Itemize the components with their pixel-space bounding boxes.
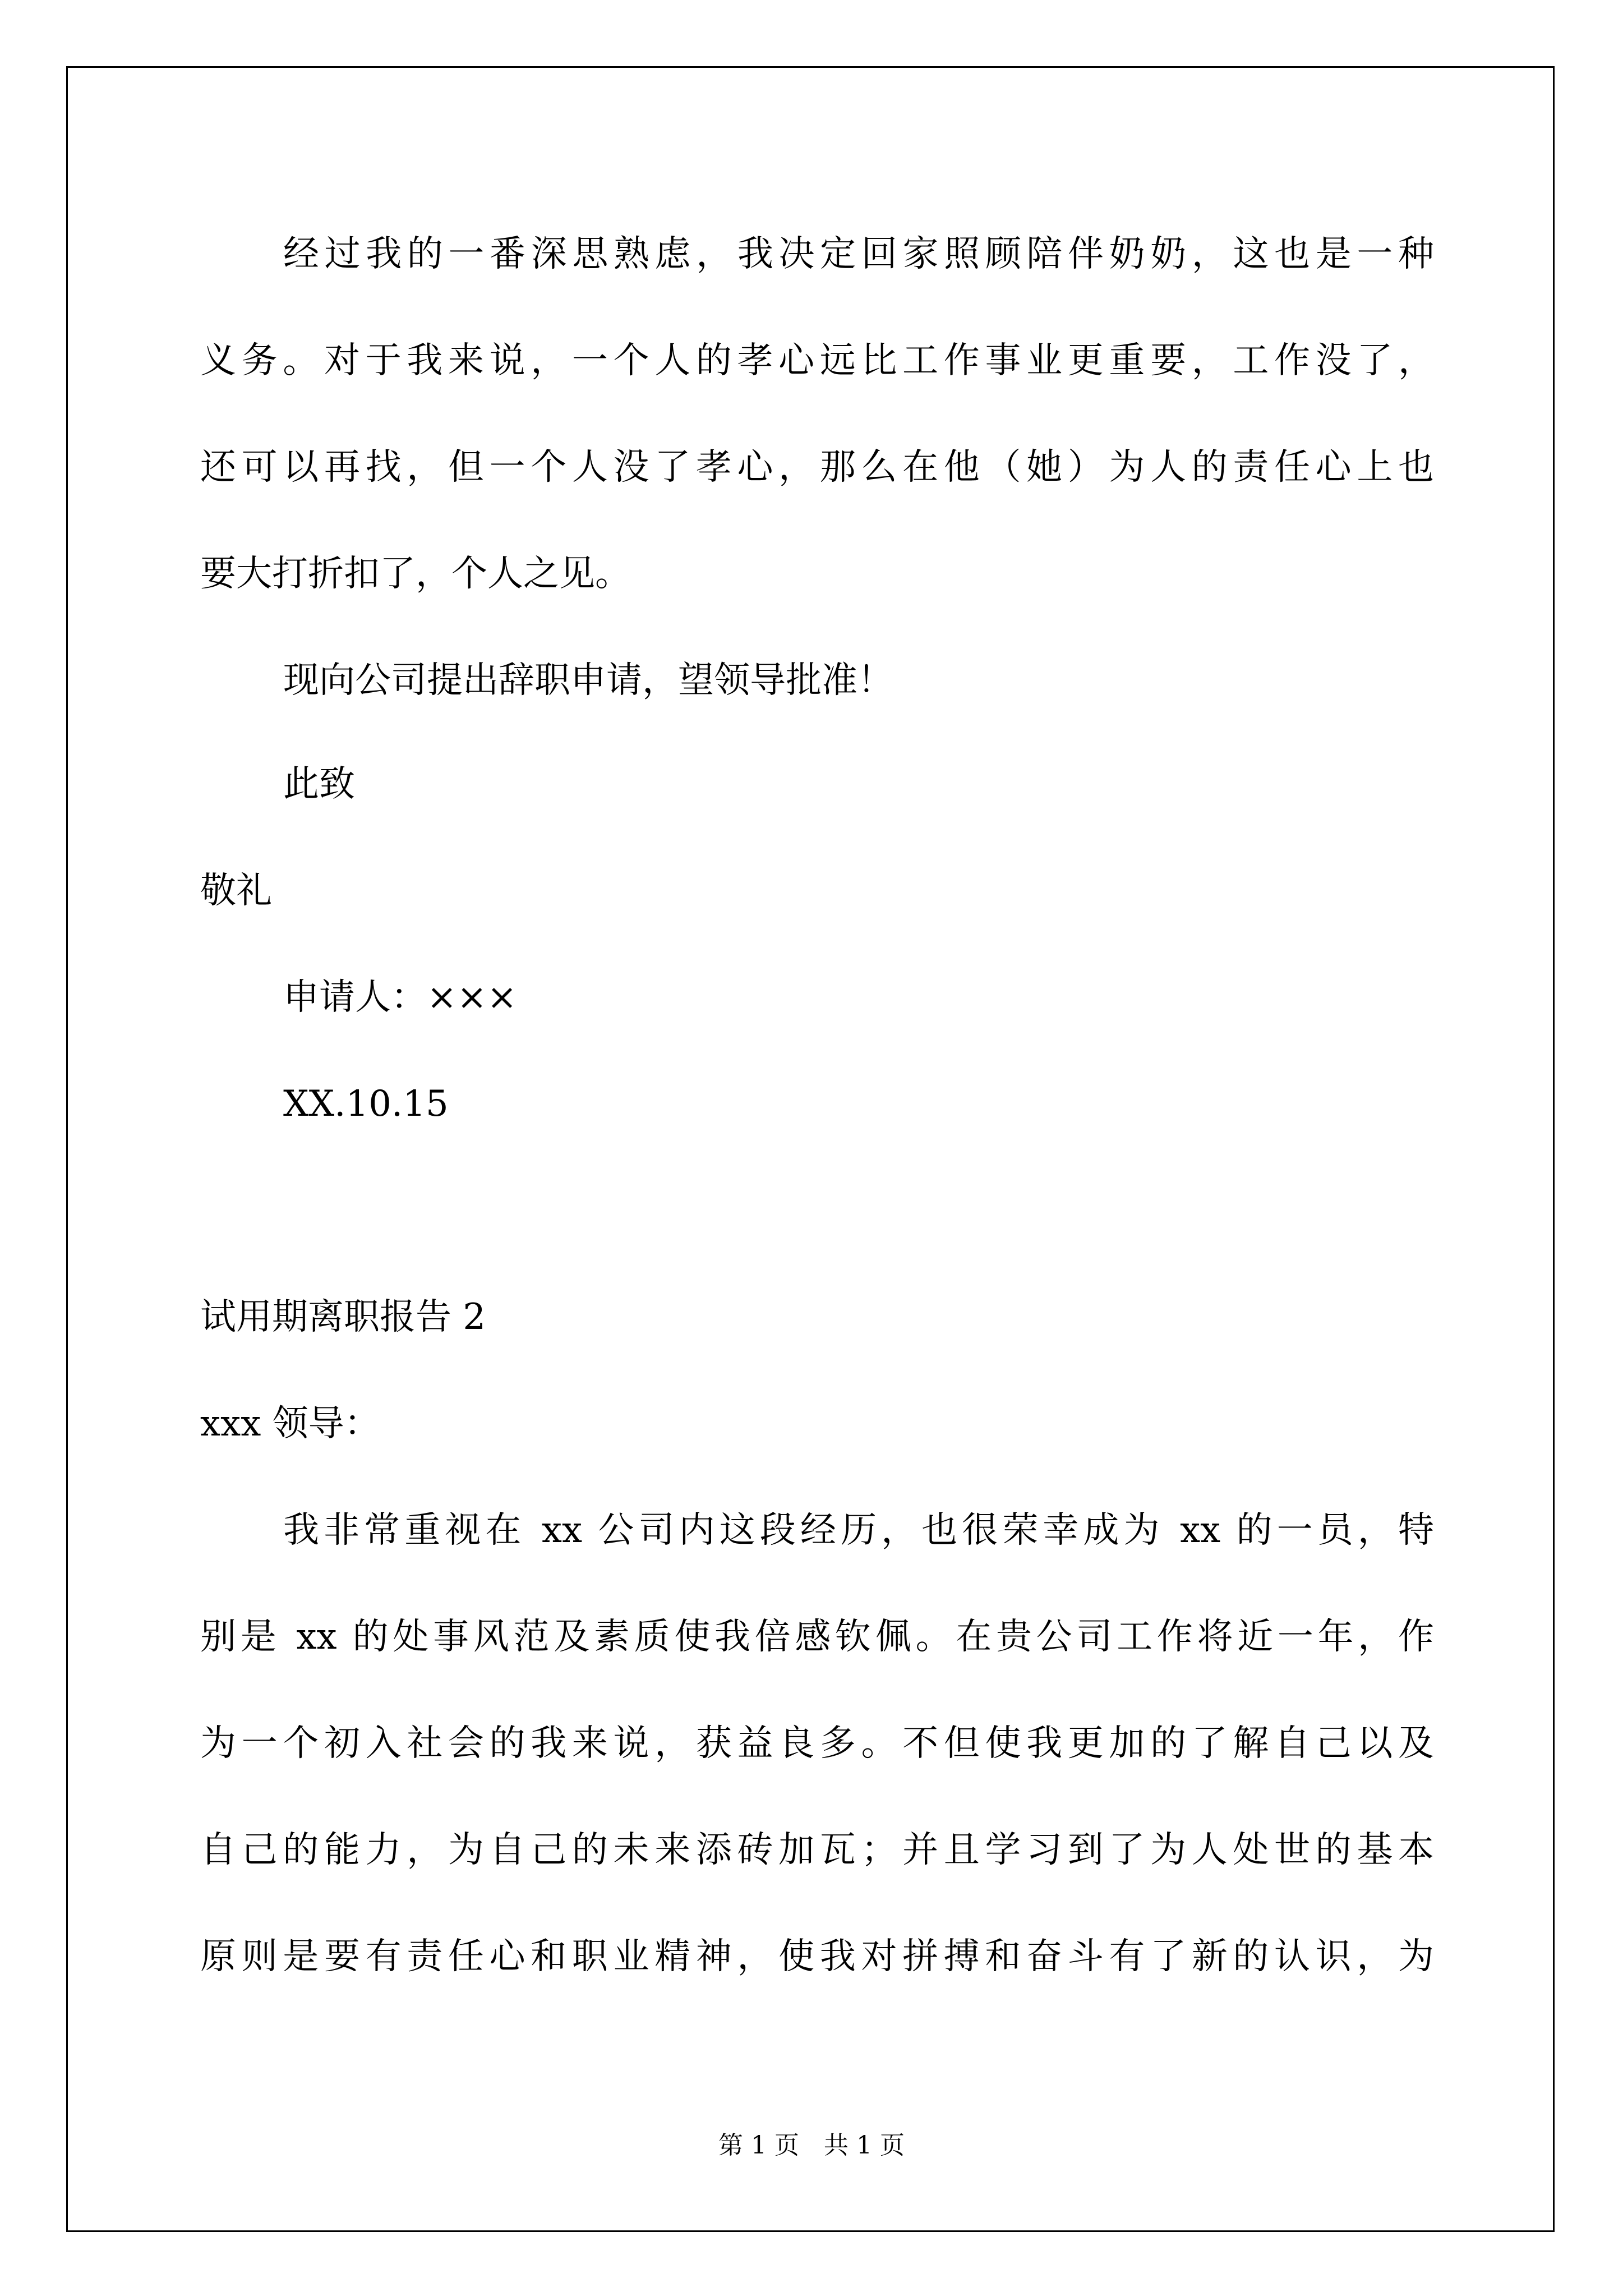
paragraph-line: 原则是要有责任心和职业精神，使我对拼搏和奋斗有了新的认识，为 (200, 1936, 1434, 1977)
applicant-signature: 申请人：××× (283, 977, 517, 1018)
paragraph-line: 经过我的一番深思熟虑，我决定回家照顾陪伴奶奶，这也是一种 (283, 233, 1434, 275)
salutation: xxx 领导： (200, 1403, 380, 1444)
page-border (66, 66, 1555, 2232)
signature-date: XX.10.15 (283, 1083, 449, 1125)
closing-ci-zhi: 此致 (283, 763, 355, 805)
paragraph-line: 义务。对于我来说，一个人的孝心远比工作事业更重要，工作没了， (200, 340, 1434, 381)
closing-jing-li: 敬礼 (200, 870, 272, 912)
paragraph-line: 别是 xx 的处事风范及素质使我倍感钦佩。在贵公司工作将近一年，作 (200, 1616, 1434, 1658)
paragraph-line: 自己的能力，为自己的未来添砖加瓦；并且学习到了为人处世的基本 (200, 1829, 1434, 1871)
page-footer: 第 1 页 共 1 页 (718, 2131, 905, 2160)
paragraph-line: 为一个初入社会的我来说，获益良多。不但使我更加的了解自己以及 (200, 1723, 1434, 1764)
paragraph-line: 我非常重视在 xx 公司内这段经历，也很荣幸成为 xx 的一员，特 (283, 1510, 1434, 1551)
paragraph-line: 还可以再找，但一个人没了孝心，那么在他（她）为人的责任心上也 (200, 447, 1434, 488)
paragraph-line: 要大打折扣了，个人之见。 (200, 553, 631, 595)
request-line: 现向公司提出辞职申请，望领导批准！ (283, 660, 893, 701)
section-title: 试用期离职报告 2 (200, 1296, 486, 1338)
